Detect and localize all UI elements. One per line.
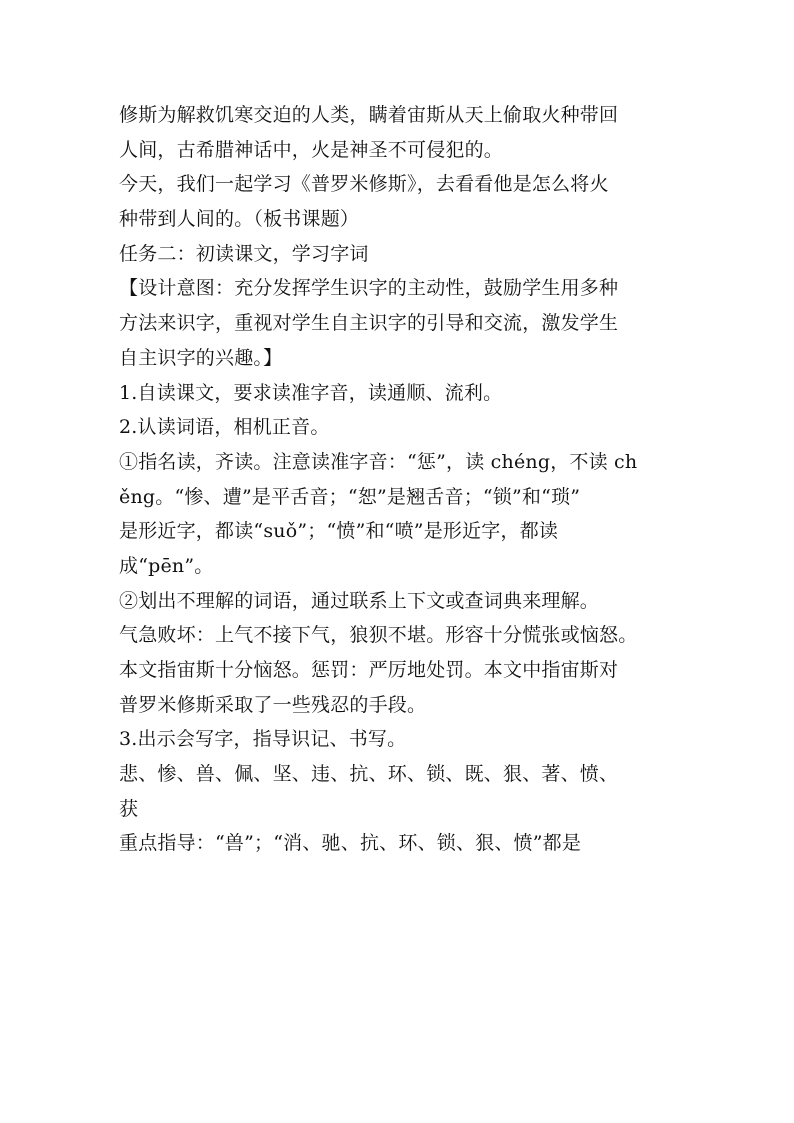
- text-line: 种带到人间的。（板书课题）: [119, 208, 360, 231]
- text-line: 人间，古希腊神话中，火是神圣不可侵犯的。: [119, 138, 504, 161]
- text-line: ①指名读，齐读。注意读准字音：“惩”，读 chéng，不读 ch: [119, 450, 638, 473]
- section-heading: 任务二：初读课文，学习字词: [119, 242, 369, 265]
- text-line: ěng。“惨、遭”是平舌音；“恕”是翘舌音；“锁”和“琐”: [119, 485, 581, 508]
- text-line: 本文指宙斯十分恼怒。惩罚：严厉地处罚。本文中指宙斯对: [119, 659, 619, 681]
- step-item: 1.自读课文，要求读准字音，读通顺、流利。: [119, 381, 503, 404]
- design-intent-text: 【设计意图：充分发挥学生识字的主动性，鼓励学生用多种: [119, 277, 619, 300]
- text-line: 重点指导：“兽”；“消、驰、抗、环、锁、狠、愤”都是: [119, 832, 582, 855]
- design-intent-text: 自主识字的兴趣。】: [119, 346, 283, 369]
- character-list: 悲、惨、兽、佩、坚、违、抗、环、锁、既、狠、著、愤、: [119, 763, 619, 786]
- character-list: 获: [119, 797, 139, 820]
- text-line: 气急败坏：上气不接下气，狼狈不堪。形容十分慌张或恼怒。: [119, 624, 638, 647]
- text-line: 修斯为解救饥寒交迫的人类，瞒着宙斯从天上偷取火种带回: [119, 104, 619, 126]
- text-line: 今天，我们一起学习《普罗米修斯》，去看看他是怎么将火: [119, 173, 609, 196]
- step-item: 3.出示会写字，指导识记、书写。: [119, 728, 407, 751]
- text-line: 成“pēn”。: [119, 554, 214, 577]
- text-line: 是形近字，都读“suǒ”；“愤”和“喷”是形近字，都读: [119, 520, 559, 543]
- document-body: [119, 98, 679, 861]
- text-line: ②划出不理解的词语，通过联系上下文或查词典来理解。: [119, 589, 600, 612]
- text-line: 普罗米修斯采取了一些残忍的手段。: [119, 693, 427, 716]
- design-intent-text: 方法来识字，重视对学生自主识字的引导和交流，激发学生: [119, 312, 619, 335]
- step-item: 2.认读词语，相机正音。: [119, 416, 330, 439]
